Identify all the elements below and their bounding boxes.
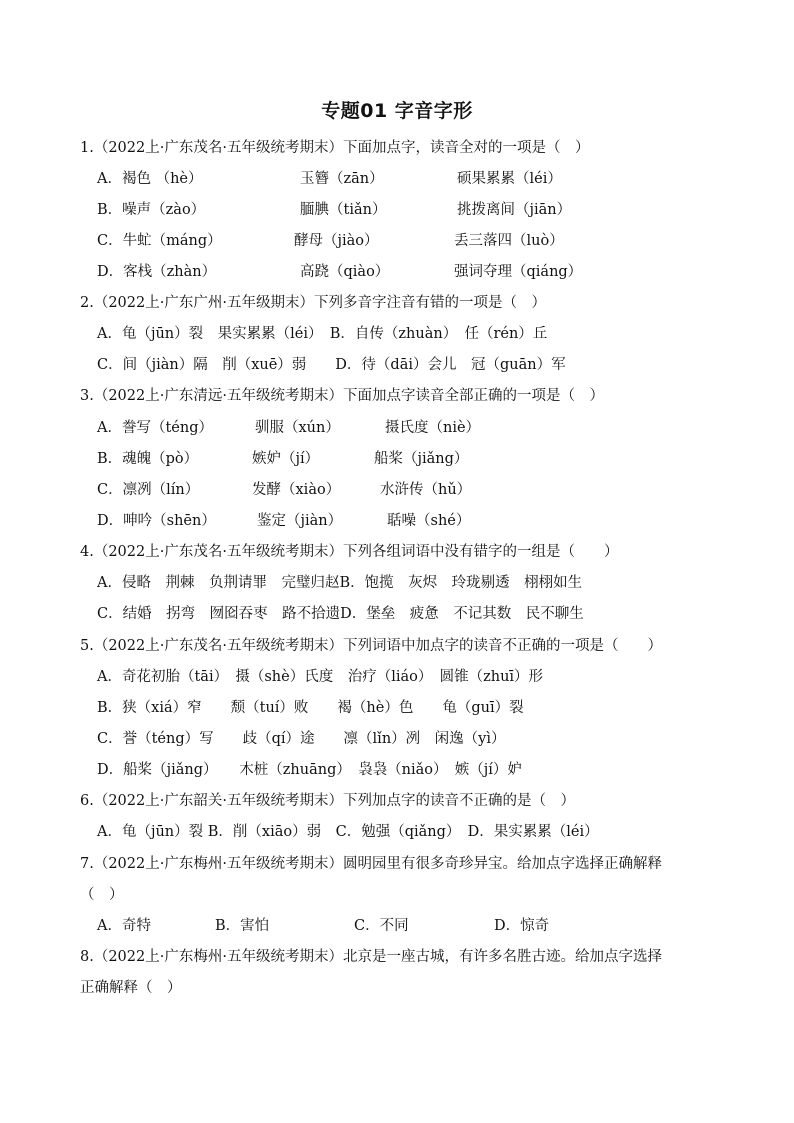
question-4-stem: 4.（2022上·广东茂名·五年级统考期末）下列各组词语中没有错字的一组是（ ） [80,544,619,560]
option-cell: 挑拨离间（jiān） [457,202,572,218]
option-cell: D．呻吟（shēn） [97,513,216,529]
question-5-option-d: D．船桨（jiǎng） 木桩（zhuāng） 袅袅（niǎo） 嫉（jí）妒 [97,762,522,778]
question-8-stem: 8.（2022上·广东梅州·五年级统考期末）北京是一座古城，有许多名胜古迹。给加点字选择 [80,949,662,965]
option-cell: 船桨（jiǎng） [374,451,469,467]
option-cell: 高跷（qiào） [300,264,390,280]
option-cell: A．誊写（téng） [97,420,213,436]
option-cell: 嫉妒（jí） [252,451,320,467]
question-7-stem-cont: （ ） [80,887,124,903]
option-cell: 聒噪（shé） [387,513,471,529]
option-cell: 驯服（xún） [255,420,340,436]
option-cell: B．噪声（zào） [97,202,206,218]
question-1-stem: 1.（2022上·广东茂名·五年级统考期末）下面加点字，读音全对的一项是（ ） [80,140,590,156]
option-cell: B．害怕 [215,918,270,934]
option-cell: 发酵（xiào） [252,482,341,498]
option-cell: B．魂魄（pò） [97,451,199,467]
question-2-options-cd: C．间（jiàn）隔 削（xuē）弱 D．待（dāi）会儿 冠（guān）军 [97,357,566,373]
option-cell: C．牛虻（máng） [97,233,222,249]
option-cell: A．褐色 （hè） [97,171,203,187]
page-title: 专题01 字音字形 [321,100,473,122]
option-cell: C．凛冽（lín） [97,482,200,498]
question-8-stem-cont: 正确解释（ ） [80,980,182,996]
question-5-option-b: B．狭（xiá）窄 颓（tuí）败 褐（hè）色 龟（guī）裂 [97,700,524,716]
option-cell: A．奇特 [97,918,151,934]
question-5-option-a: A．奇花初胎（tāi） 摄（shè）氏度 治疗（liáo） 圆锥（zhuī）形 [97,669,544,685]
question-4-options-ab: A．侵略 荆棘 负荆请罪 完璧归赵B．饱揽 灰烬 玲珑剔透 栩栩如生 [97,575,583,591]
question-2-stem: 2.（2022上·广东广州·五年级期末）下列多音字注音有错的一项是（ ） [80,295,546,311]
option-cell: 水浒传（hǔ） [380,482,472,498]
option-cell: 腼腆（tiǎn） [300,202,387,218]
question-5-option-c: C．誉（téng）写 歧（qí）途 凛（lǐn）冽 闲逸（yì） [97,731,506,747]
option-cell: 酵母（jiào） [294,233,379,249]
option-cell: D．客栈（zhàn） [97,264,217,280]
option-cell: D．惊奇 [494,918,550,934]
question-5-stem: 5.（2022上·广东茂名·五年级统考期末）下列词语中加点字的读音不正确的一项是（ ） [80,638,662,654]
question-6-stem: 6.（2022上·广东韶关·五年级统考期末）下列加点字的读音不正确的是（ ） [80,793,575,809]
option-cell: 硕果累累（léi） [457,171,562,187]
question-4-options-cd: C．结婚 拐弯 囫囵吞枣 路不拾遗D．堡垒 疲惫 不记其数 民不聊生 [97,606,584,622]
option-cell: C．不同 [354,918,409,934]
option-cell: 玉簪（zān） [300,171,384,187]
question-2-options-ab: A．龟（jūn）裂 果实累累（léi） B．自传（zhuàn） 任（rén）丘 [97,326,548,342]
option-cell: 鉴定（jiàn） [257,513,343,529]
option-cell: 丢三落四（luò） [454,233,564,249]
question-6-options: A．龟（jūn）裂 B．削（xiāo）弱 C．勉强（qiǎng） D．果实累累（léi） [97,824,599,840]
option-cell: 强词夺理（qiáng） [454,264,583,280]
option-cell: 摄氏度（niè） [385,420,481,436]
question-7-stem: 7.（2022上·广东梅州·五年级统考期末）圆明园里有很多奇珍异宝。给加点字选择正确解释 [80,856,662,872]
question-3-stem: 3.（2022上·广东清远·五年级统考期末）下面加点字读音全部正确的一项是（ ） [80,388,604,404]
